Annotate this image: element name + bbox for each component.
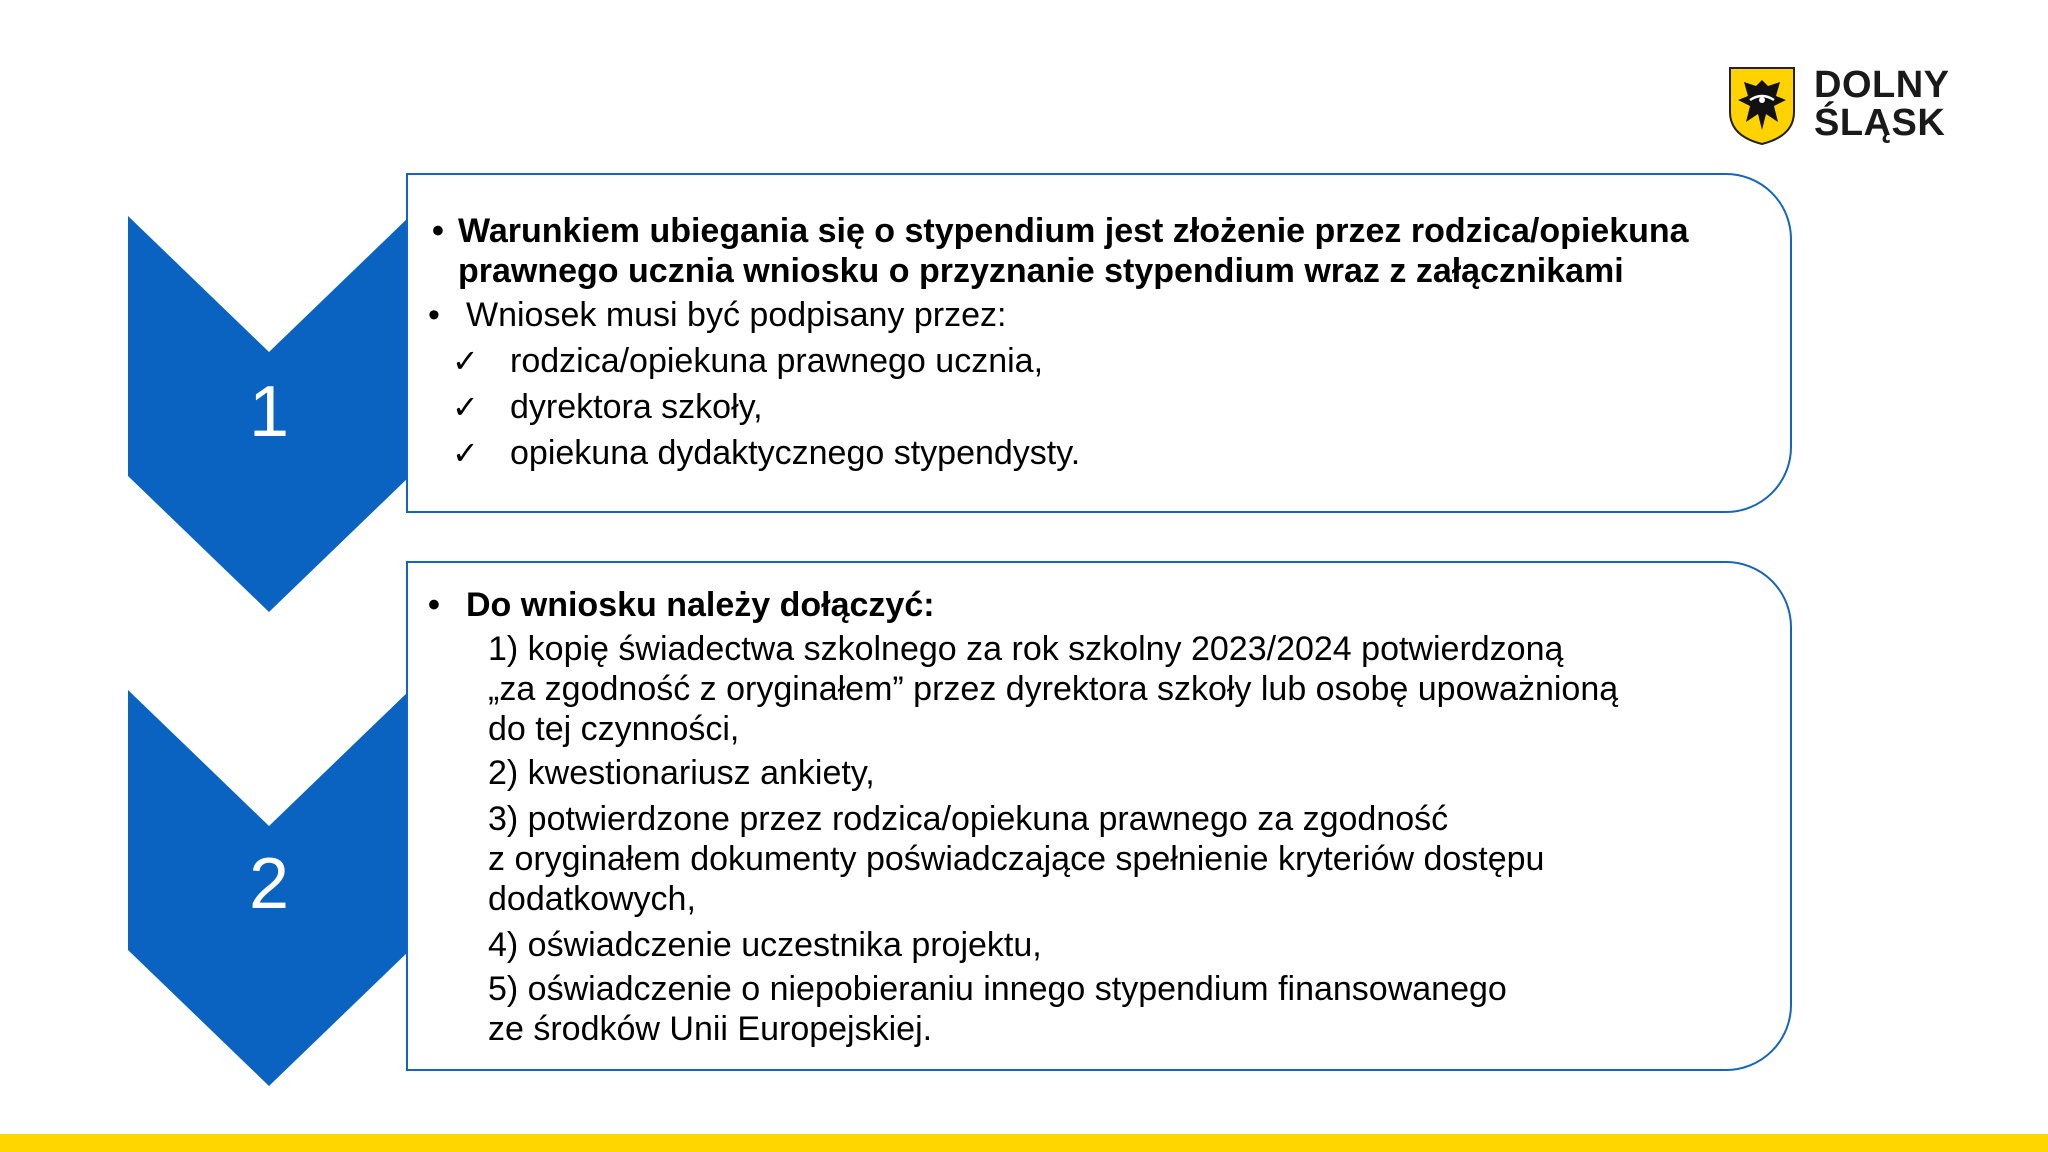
dolny-slask-logo [1728,66,1978,146]
attachment-line: 5) oświadczenie o niepobieraniu innego stypendium finansowanego [488,970,1507,1008]
step1-number: 1 [248,372,290,452]
requirement-bullet-cont [458,251,1624,291]
bullet-icon: • [432,212,444,250]
attachment-line: 4) oświadczenie uczestnika projektu, [488,926,1042,964]
logo-line2: ŚLĄSK [1814,102,1946,144]
attachment-line: „za zgodność z oryginałem” przez dyrektora szkoły lub osobę upoważnioną [488,670,1619,708]
requirement-bullet [432,211,1689,251]
step1-card [406,173,1792,513]
signer-item: dyrektora szkoły, [510,388,763,426]
attachment-line: z oryginałem dokumenty poświadczające spełnienie kryteriów dostępu [488,840,1545,878]
attachment-line: 1) kopię świadectwa szkolnego za rok szkolny 2023/2024 potwierdzoną [488,630,1564,668]
bullet-icon: • [428,296,440,334]
attachment-line: ze środków Unii Europejskiej. [488,1010,933,1048]
step1-chevron [128,216,410,612]
check-icon: ✓ [452,435,479,471]
bullet-icon: • [428,586,440,624]
eagle-coat-of-arms-icon [1728,66,1796,146]
check-icon: ✓ [452,389,479,425]
step2-number: 2 [248,844,290,924]
requirement-line2: prawnego ucznia wniosku o przyznanie stypendium wraz z załącznikami [458,252,1624,290]
logo-line1: DOLNY [1814,64,1950,106]
signers-heading: • Wniosek musi być podpisany przez: [428,296,1007,334]
attachment-line: do tej czynności, [488,710,740,748]
attachment-line: dodatkowych, [488,880,696,918]
attachment-line: 3) potwierdzone przez rodzica/opiekuna prawnego za zgodność [488,800,1449,838]
signer-item: opiekuna dydaktycznego stypendysty. [510,434,1081,472]
requirement-line1: Warunkiem ubiegania się o stypendium jest złożenie przez rodzica/opiekuna [458,212,1689,250]
step2-card [406,561,1792,1071]
signer-item: rodzica/opiekuna prawnego ucznia, [510,342,1044,380]
bottom-yellow-bar [0,1134,2048,1152]
step2-chevron [128,690,410,1086]
attachments-heading: • Do wniosku należy dołączyć: [428,586,935,624]
check-icon: ✓ [452,343,479,379]
attachment-line: 2) kwestionariusz ankiety, [488,754,875,792]
logo-text [1814,66,1950,142]
